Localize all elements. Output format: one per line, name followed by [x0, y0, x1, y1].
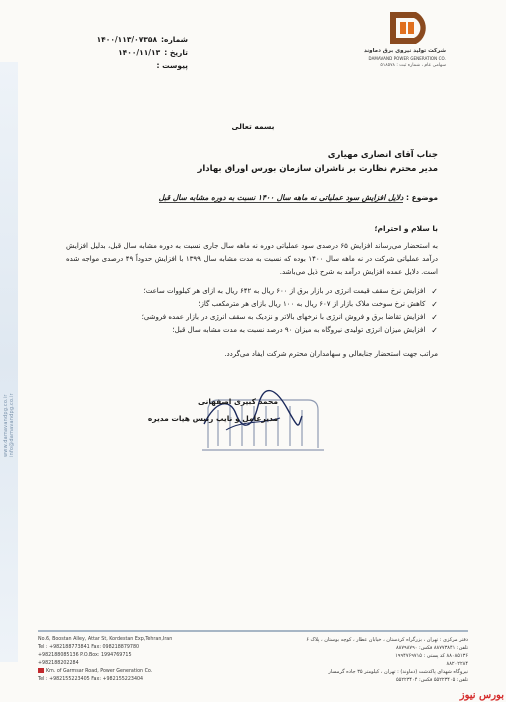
- sidebar-strip: [0, 62, 18, 662]
- sidebar-email: info@damavandpg.co.ir: [9, 393, 15, 457]
- number-label: شماره:: [161, 35, 188, 44]
- subject-label: موضوع :: [405, 193, 438, 202]
- date-value: ۱۴۰۰/۱۱/۱۳: [118, 48, 161, 57]
- company-logo: [386, 8, 438, 36]
- checkmark-icon: ✓: [431, 287, 438, 296]
- recipient-block: [58, 148, 438, 176]
- basmala: بسمه تعالی: [231, 122, 275, 131]
- date-row: [68, 46, 188, 59]
- list-item: ✓ افزایش تقاضا برق و فروش انرژی با نرخهای بالاتر و نزدیک به سقف انرژی در بازار عمده فروشی؛: [141, 313, 438, 322]
- checkmark-icon: ✓: [431, 326, 438, 335]
- closing-line: مراتب جهت استحضار جنابعالی و سهامداران محترم شرکت ایفاد می‌گردد.: [224, 350, 438, 358]
- company-registration: سهامی عام ، شماره ثبت : ۵۱۸۵۷۸: [380, 63, 446, 68]
- letter-header-info: [68, 33, 188, 72]
- sidebar-website: www.damavandpg.co.ir: [3, 394, 9, 457]
- footer-address-en: No.6, Boostan Alley, Attar St, Kordestan Exp,Tehran,Iran Tel : +982188773841 Fax: 098218879780 +982188085136 P.O.Box: 1994769715 +982188202284 Km. of Garmsar Road, Power Generation Co. Tel : +982155223405 Fax: +982155223404: [38, 637, 173, 682]
- company-name-en: DAMAVAND POWER GENERATION CO.: [368, 56, 446, 61]
- signer-title: مدیرعامل و نایب رئیس هیات مدیره: [147, 414, 278, 423]
- body-paragraph: به استحضار می‌رساند افزایش ۶۵ درصدی سود عملیاتی دوره نه ماهه سال جاری نسبت به دوره مشابه سال قبل، بدلیل افزایش درآمد عملیاتی شرکت در نه ماهه سال ۱۴۰۰ بوده که نسبت به مدت مشابه سال ۱۳۹۹ با افزایش حدوداً ۴۹ درصدی مواجه شده است. دلایل عمده افزایش درآمد به شرح ذیل می‌باشد.: [66, 242, 438, 276]
- list-item: ✓ کاهش نرخ سوخت ملاک بازار از ۶۰۷ ریال به ۱۰۰ ریال بازای هر مترمکعب گاز؛: [198, 300, 438, 309]
- recipient-name: جناب آقای انصاری مهیاری: [327, 150, 438, 160]
- company-info: [326, 48, 446, 69]
- checkmark-icon: ✓: [431, 300, 438, 309]
- source-watermark: بورس نیوز: [459, 690, 504, 701]
- company-name-fa: شرکت تولید نیروی برق دماوند: [363, 48, 446, 54]
- signer-name: محمد کبیری اصفهانی: [197, 397, 278, 406]
- checkmark-icon: ✓: [431, 313, 438, 322]
- footer-divider: [38, 630, 468, 632]
- sidebar-contact: [3, 347, 15, 457]
- attachment-label: پیوست :: [156, 61, 188, 70]
- location-icon: [38, 668, 44, 673]
- list-item: ✓ افزایش میزان انرژی تولیدی نیروگاه به میزان ۹۰ درصد نسبت به مدت مشابه سال قبل؛: [172, 326, 438, 335]
- reasons-list: [62, 285, 438, 337]
- attachment-row: [68, 59, 188, 72]
- number-value: ۱۴۰۰/۱۱۳/۰۷۳۵۸: [96, 35, 158, 44]
- signer-block: [78, 393, 278, 427]
- list-item: ✓ افزایش نرخ سقف قیمت انرژی در بازار برق از ۶۰۰ ریال به ۶۴۲ ریال به ازای هر کیلووات ساعت؛: [143, 287, 438, 296]
- subject-text: دلایل افزایش سود عملیاتی نه ماهه سال ۱۴۰۰ نسبت به دوره مشابه سال قبل: [158, 193, 404, 202]
- logo-mark-icon: [386, 8, 438, 48]
- date-label: تاریخ :: [164, 48, 188, 57]
- greeting: با سلام و احترام؛: [374, 224, 438, 233]
- footer-address-fa: دفتر مرکزی : تهران ، بزرگراه کردستان ، خیابان عطار ، کوچه بوستان ، پلاک ۶ تلفن: ۸۸۷۷۳۸۴۱ فکس: ۸۸۷۹۸۷۹۰ ۸۸۰۸۵۱۳۶ کد پستی : ۱۹۹۴۷۶۹۷۱۵ ۸۸۲۰۲۲۸۴ نیروگاه شهدای پاکدشت (دماوند) : تهران ، کیلومتر ۳۵ جاده گرمسار تلفن: ۵۵۲۲۳۴۰۵ فکس: ۵۵۲۲۳۴۰۴: [306, 637, 468, 683]
- subject-line: [38, 193, 438, 202]
- recipient-title: مدیر محترم نظارت بر ناشران سازمان بورس اوراق بهادار: [197, 164, 438, 174]
- number-row: [68, 33, 188, 46]
